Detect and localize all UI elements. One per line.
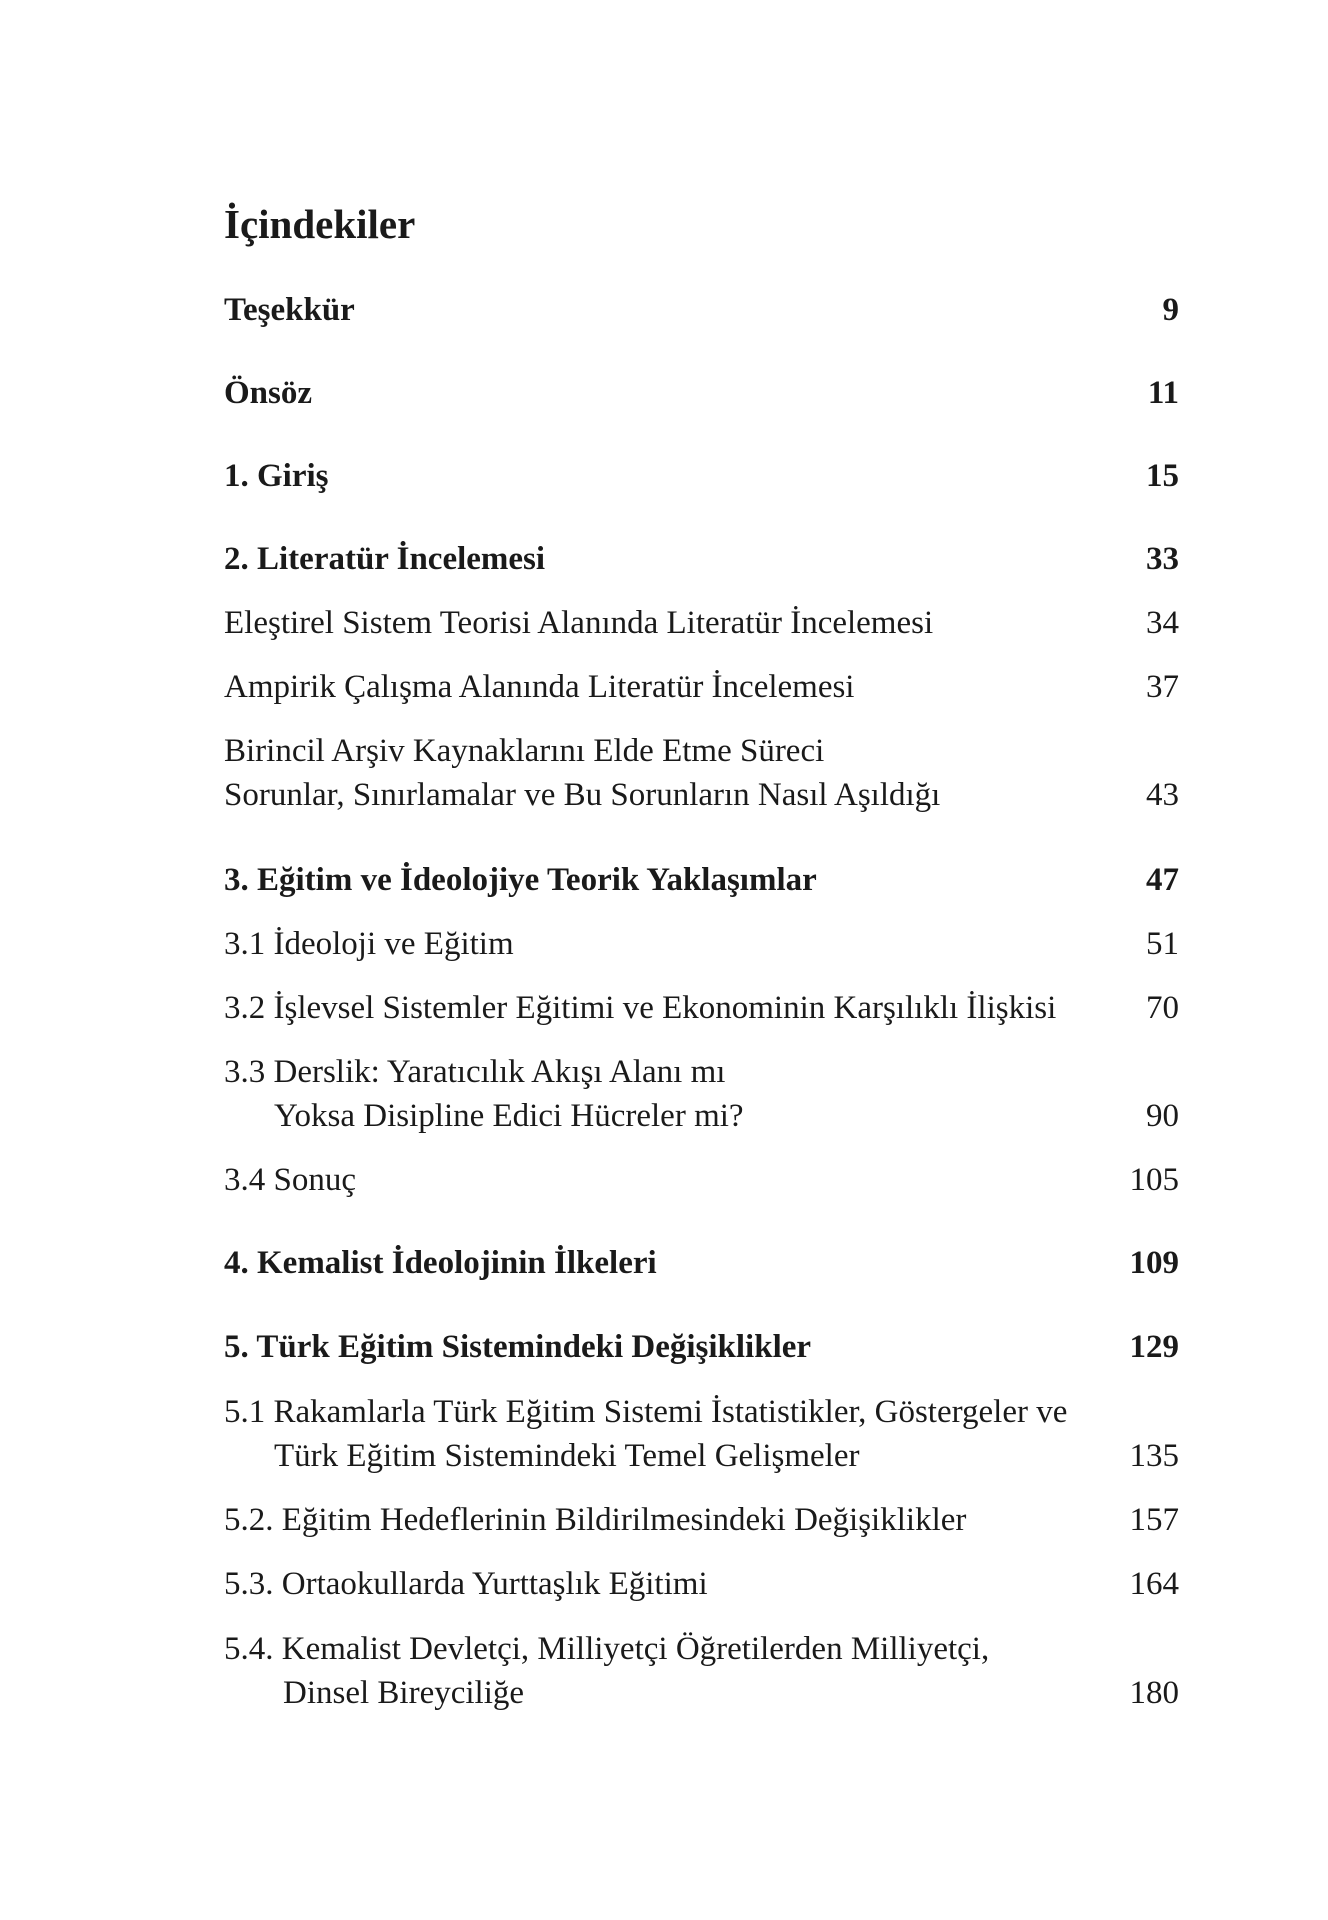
toc-entry-page: 135 [1129, 1438, 1179, 1474]
toc-title: İçindekiler [224, 201, 416, 247]
toc-entry-label [224, 288, 1094, 332]
toc-entry-label-line: Önsöz [224, 375, 313, 411]
toc-entry-label [224, 1158, 1094, 1202]
toc-entry-page: 47 [1146, 862, 1179, 898]
toc-entry-page: 15 [1146, 458, 1179, 494]
toc-entry-label [224, 371, 1094, 415]
toc-entry-page: 129 [1129, 1329, 1179, 1365]
toc-entry-label-line: 5.2. Eğitim Hedeflerinin Bildirilmesindeki Değişiklikler [224, 1502, 967, 1538]
toc-entry-label [224, 1050, 1094, 1138]
toc-entry-label-line: Yoksa Disipline Edici Hücreler mi? [274, 1098, 744, 1134]
toc-entry-label-line: Ampirik Çalışma Alanında Literatür İncelemesi [224, 669, 855, 705]
toc-entry-page: 11 [1147, 375, 1179, 411]
toc-entry-label [224, 1498, 1094, 1542]
toc-entry-label-line: 3.4 Sonuç [224, 1162, 356, 1198]
toc-entry-label [224, 1241, 1094, 1285]
toc-entry-label-line: 5.3. Ortaokullarda Yurttaşlık Eğitimi [224, 1566, 708, 1602]
toc-entry-label [224, 1627, 1094, 1715]
toc-entry-label [224, 729, 1094, 817]
toc-entry-label-line: Dinsel Bireyciliğe [283, 1675, 525, 1711]
toc-entry-page: 164 [1129, 1566, 1179, 1602]
toc-entry-label-line: 3. Eğitim ve İdeolojiye Teorik Yaklaşımlar [224, 862, 817, 898]
toc-entry-label-line: Teşekkür [224, 292, 355, 328]
toc-entry-page: 9 [1162, 292, 1179, 328]
toc-entry-label-line: 5. Türk Eğitim Sistemindeki Değişiklikler [224, 1329, 812, 1365]
toc-entry-label [224, 1390, 1094, 1478]
toc-entry-label-line: 5.4. Kemalist Devletçi, Milliyetçi Öğretilerden Milliyetçi, [224, 1631, 990, 1667]
toc-entry-label-line: 5.1 Rakamlarla Türk Eğitim Sistemi İstatistikler, Göstergeler ve [224, 1394, 1068, 1430]
toc-entry-label-line: 3.3 Derslik: Yaratıcılık Akışı Alanı mı [224, 1054, 726, 1090]
toc-entry-label-line: Birincil Arşiv Kaynaklarını Elde Etme Süreci [224, 733, 825, 769]
toc-entry-label [224, 986, 1094, 1030]
toc-entry-page: 70 [1146, 990, 1179, 1026]
toc-entry-page: 157 [1129, 1502, 1179, 1538]
toc-entry-page: 51 [1146, 926, 1179, 962]
toc-entry-label [224, 601, 1094, 645]
toc-entry-label-line: 4. Kemalist İdeolojinin İlkeleri [224, 1245, 657, 1281]
toc-entry-page: 34 [1146, 605, 1179, 641]
toc-entry-label [224, 537, 1094, 581]
toc-entry-label [224, 922, 1094, 966]
toc-entry-page: 37 [1146, 669, 1179, 705]
toc-entry-label-line: Türk Eğitim Sistemindeki Temel Gelişmeler [274, 1438, 860, 1474]
toc-entry-label-line: Eleştirel Sistem Teorisi Alanında Literatür İncelemesi [224, 605, 934, 641]
toc-entry-page: 105 [1129, 1162, 1179, 1198]
toc-entry-label-line: Sorunlar, Sınırlamalar ve Bu Sorunların Nasıl Aşıldığı [224, 777, 941, 813]
toc-entry-label [224, 454, 1094, 498]
toc-entry-label-line: 3.2 İşlevsel Sistemler Eğitimi ve Ekonominin Karşılıklı İlişkisi [224, 990, 1057, 1026]
toc-entry-page: 180 [1129, 1675, 1179, 1711]
toc-entry-page: 90 [1146, 1098, 1179, 1134]
toc-entry-label-line: 2. Literatür İncelemesi [224, 541, 546, 577]
toc-entry-label [224, 1562, 1094, 1606]
toc-entry-label-line: 3.1 İdeoloji ve Eğitim [224, 926, 514, 962]
toc-entry-page: 33 [1146, 541, 1179, 577]
toc-entry-page: 109 [1129, 1245, 1179, 1281]
toc-entry-label [224, 858, 1094, 902]
toc-entry-page: 43 [1146, 777, 1179, 813]
toc-entry-label [224, 665, 1094, 709]
toc-entry-label [224, 1325, 1094, 1369]
book-page [224, 0, 1179, 1920]
toc-entry-label-line: 1. Giriş [224, 458, 329, 494]
